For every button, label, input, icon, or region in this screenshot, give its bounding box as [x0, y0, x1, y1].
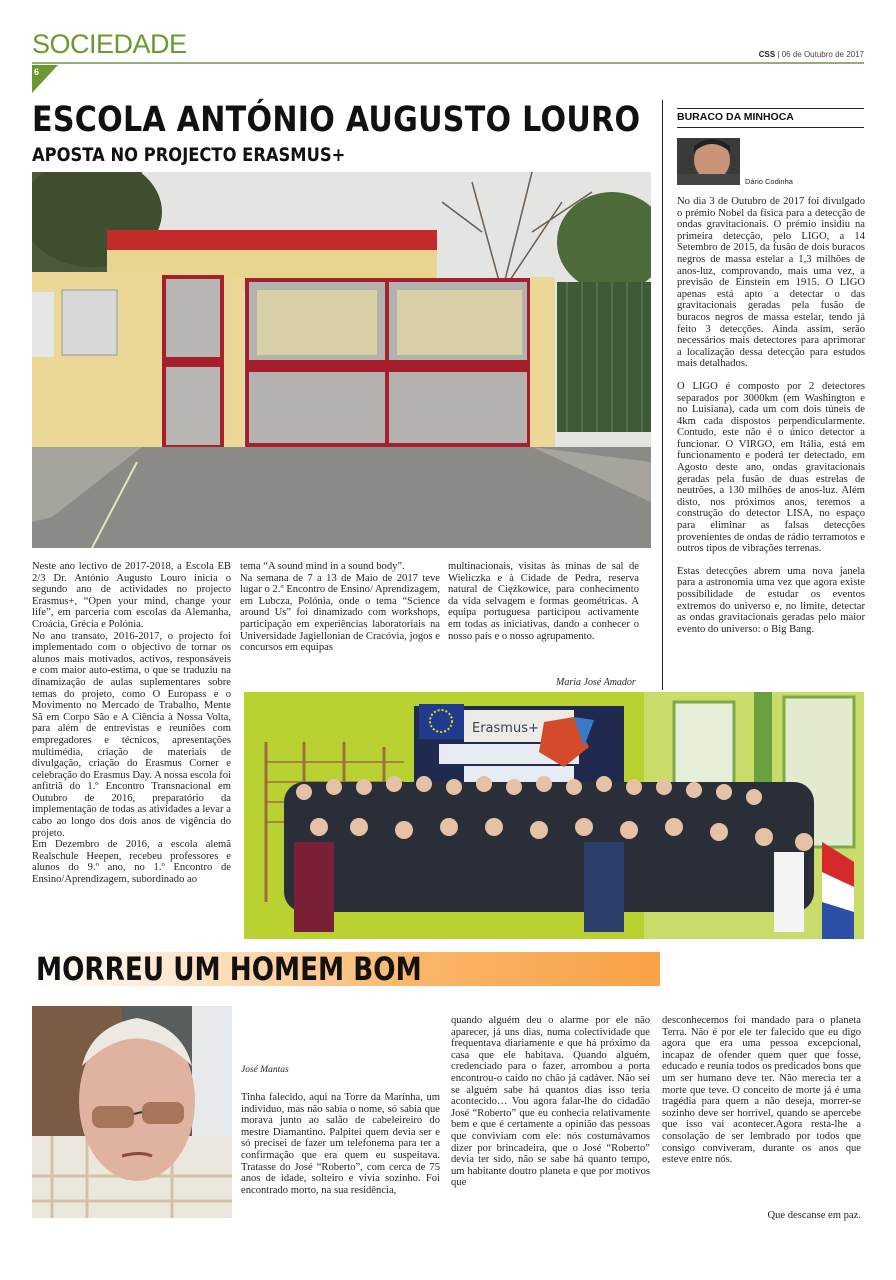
- header-meta: [759, 50, 864, 59]
- article1-column-2: [240, 561, 440, 654]
- sidebar-column: [677, 196, 865, 635]
- sidebar-title: BURACO DA MINHOCA: [677, 108, 864, 128]
- author-portrait-photo: [677, 138, 740, 185]
- sidebar-author: Dário Codinha: [745, 177, 793, 186]
- sidebar-paragraph: Estas detecções abrem uma nova janela para a astronomia uma vez que agora existe possibilidade de estudar os eventos extremos do universo e, no limite, detectar as ondas gravitacionais geradas pelo maior evento do universo: o Big Bang.: [677, 565, 865, 635]
- article2-paragraph: quando alguém deu o alarme por ele não aparecer, já uns dias, numa colectividade que frequentava diariamente e que há próximo da casa que ele habitava. Quando alguém, credenciado para o fazer, arrombou a porta encontrou-o caído no chão já cadáver. Não sei se alguém sabe há quantos dias isso teria acontecido… Vou agora falar-lhe do cidadão José “Roberto” que eu conhecia relativamente bem e que é certamente a opinião das pessoas que conviviam com ele: nós costumávamos dizer por brincadeira, que o José “Roberto” devia ter sido, não se sabe há quanto tempo, um habitante doutro planeta e que por motivos que: [451, 1015, 650, 1189]
- article2-column-2: [451, 1015, 650, 1189]
- article1-author: Maria José Amador: [556, 677, 636, 688]
- article2-headline: MORREU UM HOMEM BOM: [36, 950, 422, 988]
- article2-column-3: [662, 1015, 861, 1166]
- header-rule: [32, 62, 864, 64]
- column-divider: [662, 100, 663, 690]
- article-subheadline: APOSTA NO PROJECTO ERASMUS+: [32, 144, 346, 166]
- erasmus-group-photo: [244, 692, 864, 939]
- article1-paragraph: Na semana de 7 a 13 de Maio de 2017 teve lugar o 2.º Encontro de Ensino/ Aprendizagem, em Lubcza, Polónia, onde o tema “Science around Us” foi dinamizado com workshops, participação em experiências laboratoriais na Universidade Jagiellonian de Cracóvia, jogos e concursos em equipas: [240, 572, 440, 654]
- article2-closing: Que descanse em paz.: [767, 1210, 861, 1221]
- sidebar-paragraph: No dia 3 de Outubro de 2017 foi divulgado o prémio Nobel da física para a detecção de ondas gravitacionais. O prémio insidiu na primeira detecção, pelo LIGO, a 14 Setembro de 2015, da fusão de dois buracos negros de massa estelar a 1,3 milhões de anos-luz, comprovando, mais uma vez, a previsão de Einstein em 1915. O LIGO apenas está apto a detectar o das gravitacionais geradas pela fusão de buracos negros de massa estelar, tendo já feito 3 detecções. Ainda assim, serão necessários mais detectores para aprimorar a localização dessa detecção para estudos mais detalhados.: [677, 196, 865, 370]
- article1-paragraph: tema “A sound mind in a sound body”.: [240, 561, 405, 572]
- article1-column-3: [448, 561, 639, 642]
- article1-column-1: [32, 561, 231, 886]
- publication-name: CSS: [758, 50, 776, 59]
- meta-separator: |: [777, 50, 780, 59]
- article2-paragraph: Tinha falecido, aqui na Torre da Marinha, um individuo, mas não sabia o nome, só sabia que morava junto ao salão de cabeleireiro do mestre Diamantino. Palpitei quem devia ser e só precisei de fazer um telefonema para ter a confirmação que era quem eu suspeitava. Tratasse do José “Roberto”, com cerca de 75 anos de idade, solteiro e vivia sozinho. Foi encontrado morto, na sua residência,: [241, 1092, 440, 1196]
- article1-paragraph: Em Dezembro de 2016, a escola alemã Realschule Heepen, recebeu professores e alunos do 9.º ano, no 1.º Encontro de Ensino/Aprendizagem, subordinado ao: [32, 839, 231, 886]
- article-headline: ESCOLA ANTÓNIO AUGUSTO LOURO: [32, 100, 641, 140]
- article2-author: José Mantas: [241, 1065, 289, 1075]
- article1-paragraph: No ano transato, 2016-2017, o projecto foi implementado com o objectivo de tornar os alunos mais motivados, activos, responsáveis e com maior auto-estima, o que se traduziu na dinamização de aulas suplementares sobre temas do projeto, como O Europass e o Movimento no Mercado de Trabalho, Mente Sã em Corpo São e A Ciência à Nossa Volta, para além de entrevistas e reuniões com empregadores e técnicos, apresentações multimédia, criação de materiais de divulgação, criação do Erasmus Corner e celebração do Erasmus Day. A nossa escola foi anfitriã do 1.º Encontro Transnacional em Outubro de 2016, preparatório da implementação de todas as atividades a levar a cabo ao longo dos dois anos de vigência do projeto.: [32, 630, 231, 839]
- page-number: 6: [34, 67, 40, 77]
- article1-paragraph: Neste ano lectivo de 2017-2018, a Escola EB 2/3 Dr. António Augusto Louro inicia o segundo ano de actividades no projecto Erasmus+, “Open your mind, change your life”, em parceria com escolas da Alemanha, Croácia, Grécia e Polónia.: [32, 561, 231, 630]
- elderly-man-portrait-photo: [32, 1006, 232, 1218]
- school-gate-photo: [32, 172, 651, 548]
- article1-paragraph: multinacionais, visitas às minas de sal de Wieliczka e à Cidade de Pedra, reserva natural de Ciężkowice, para conhecimento da vida selvagem e formas geométricas. A equipa portuguesa participou activamente em todas as iniciativas, dando a conhecer o nosso país e o nosso agrupamento.: [448, 561, 639, 642]
- svg-text:Erasmus+: Erasmus+: [472, 721, 539, 736]
- sidebar-paragraph: O LIGO é composto por 2 detectores separados por 3000km (em Washington e no Luisiana), cada um com dois túneis de 4km cada dispostos perpendicularmente. Contudo, este não é o único detector a funcionar. O VIRGO, em Itália, está em funcionamento e poderá ter detectado, em Agosto deste ano, ondas gravitacionais geradas pela fusão de duas estrelas de neutrões, a 130 milhões de anos-luz. Além disto, nos próximos anos, teremos a construção do detector LISA, no espaço para eliminar as falsas detecções provenientes de ondas de rádio terramotos e outros tipos de vibrações terrenas.: [677, 380, 865, 555]
- article2-column-1: [241, 1092, 440, 1196]
- section-title: SOCIEDADE: [32, 29, 187, 59]
- issue-date: 06 de Outubro de 2017: [781, 50, 864, 59]
- article2-paragraph: desconhecemos foi mandado para o planeta Terra. Não é por ele ter falecido que eu digo agora que era uma pessoa excepcional, incapaz de ofender quem quer que fosse, educado e reunia todos os predicados bons que um ser humano deve ter. Não merecia ter a morte que teve. O conceito de morte já é uma tragédia para quem a não deseja, morrer-se sozinho deve ser horrível, quando se apercebe que isso vai acontecer.Agora resta-lhe a consolação de ser lembrado por todos que consigo conviveram, durante os anos que esteve entre nós.: [662, 1015, 861, 1166]
